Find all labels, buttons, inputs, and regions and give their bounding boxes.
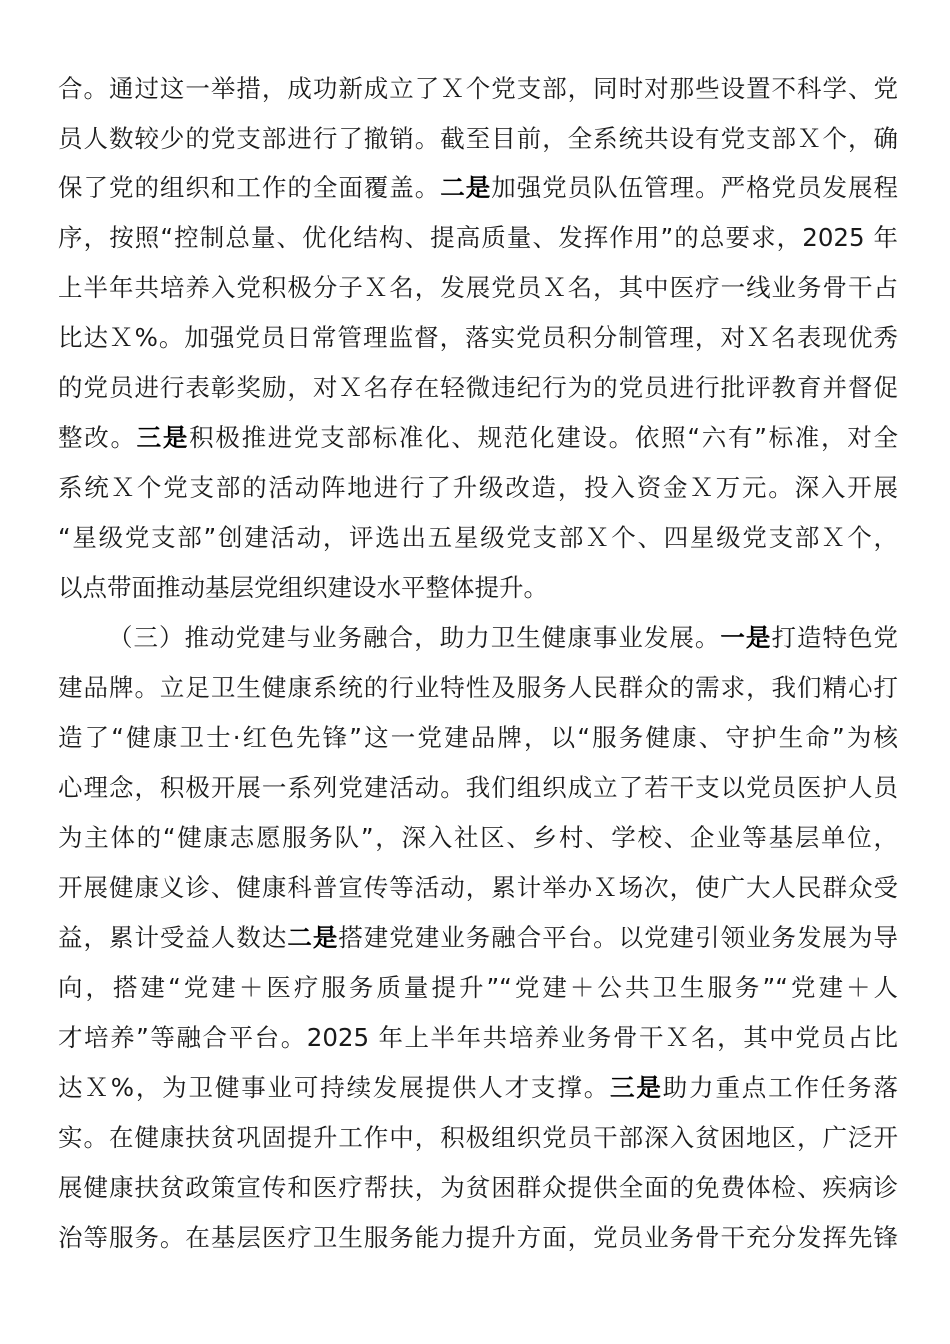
bold-heading-run: 二是 bbox=[440, 173, 492, 202]
text-line bbox=[58, 871, 898, 905]
text-line bbox=[58, 122, 898, 156]
text-run: 积极推进党支部标准化、规范化建设。依照“六有”标准，对全 bbox=[189, 423, 898, 452]
text-line bbox=[58, 72, 898, 106]
text-run: 达Ｘ%，为卫健事业可持续发展提供人才支撑。 bbox=[58, 1073, 611, 1102]
text-run: 打造特色党 bbox=[771, 623, 898, 652]
text-line bbox=[58, 221, 898, 255]
text-line bbox=[58, 1121, 898, 1155]
text-line bbox=[58, 471, 898, 505]
text-line bbox=[108, 621, 898, 655]
text-run: 展健康扶贫政策宣传和医疗帮扶，为贫困群众提供全面的免费体检、疾病诊 bbox=[58, 1173, 898, 1202]
text-run: 保了党的组织和工作的全面覆盖。 bbox=[58, 173, 441, 202]
bold-heading-run: 二是 bbox=[287, 923, 339, 952]
text-run: “星级党支部”创建活动，评选出五星级党支部Ｘ个、四星级党支部Ｘ个， bbox=[58, 523, 898, 552]
text-line bbox=[58, 1071, 898, 1105]
text-run: 员人数较少的党支部进行了撤销。截至目前，全系统共设有党支部Ｘ个，确 bbox=[58, 124, 898, 153]
text-run: 建品牌。立足卫生健康系统的行业特性及服务人民群众的需求，我们精心打 bbox=[58, 673, 898, 702]
text-run: 加强党员队伍管理。严格党员发展程 bbox=[491, 173, 898, 202]
text-line bbox=[58, 771, 898, 805]
text-line bbox=[58, 171, 898, 205]
text-run: 的党员进行表彰奖励，对Ｘ名存在轻微违纪行为的党员进行批评教育并督促 bbox=[58, 373, 898, 402]
text-run: 上半年共培养入党积极分子Ｘ名，发展党员Ｘ名，其中医疗一线业务骨干占 bbox=[58, 273, 898, 302]
text-run: 心理念，积极开展一系列党建活动。我们组织成立了若干支以党员医护人员 bbox=[58, 773, 898, 802]
text-run: 合。通过这一举措，成功新成立了Ｘ个党支部，同时对那些设置不科学、党 bbox=[58, 74, 898, 103]
text-run: 向，搭建“党建＋医疗服务质量提升”“党建＋公共卫生服务”“党建＋人 bbox=[58, 973, 898, 1002]
text-run: 治等服务。在基层医疗卫生服务能力提升方面，党员业务骨干充分发挥先锋 bbox=[58, 1223, 898, 1252]
text-line bbox=[58, 971, 898, 1005]
text-run: 比达Ｘ%。加强党员日常管理监督，落实党员积分制管理，对Ｘ名表现优秀 bbox=[58, 323, 898, 352]
text-run: 实。在健康扶贫巩固提升工作中，积极组织党员干部深入贫困地区，广泛开 bbox=[58, 1123, 898, 1152]
text-run: 为主体的“健康志愿服务队”，深入社区、乡村、学校、企业等基层单位， bbox=[58, 823, 898, 852]
text-line bbox=[58, 821, 898, 855]
text-line bbox=[58, 371, 898, 405]
bold-heading-run: 一是 bbox=[720, 623, 772, 652]
text-run: 整改。 bbox=[58, 423, 137, 452]
text-line bbox=[58, 421, 898, 455]
text-run: 开展健康义诊、健康科普宣传等活动，累计举办Ｘ场次，使广大人民群众受 bbox=[58, 873, 898, 902]
text-run: 益，累计受益人数达 bbox=[58, 923, 288, 952]
text-line bbox=[58, 921, 898, 955]
text-line bbox=[58, 1021, 898, 1055]
text-run: 搭建党建业务融合平台。以党建引领业务发展为导 bbox=[338, 923, 898, 952]
text-run: 才培养”等融合平台。2025 年上半年共培养业务骨干Ｘ名，其中党员占比 bbox=[58, 1023, 898, 1052]
text-line bbox=[58, 1221, 898, 1255]
text-run: 系统Ｘ个党支部的活动阵地进行了升级改造，投入资金Ｘ万元。深入开展 bbox=[58, 473, 898, 502]
bold-heading-run: 三是 bbox=[610, 1073, 663, 1102]
text-line bbox=[58, 321, 898, 355]
text-line bbox=[58, 271, 898, 305]
text-run: 序，按照“控制总量、优化结构、提高质量、发挥作用”的总要求，2025 年 bbox=[58, 223, 898, 252]
text-line bbox=[58, 721, 898, 755]
text-run: 助力重点工作任务落 bbox=[662, 1073, 898, 1102]
text-run: 以点带面推动基层党组织建设水平整体提升。 bbox=[58, 573, 548, 602]
text-line bbox=[58, 571, 898, 605]
text-line bbox=[58, 1171, 898, 1205]
text-line bbox=[58, 521, 898, 555]
text-run: 造了“健康卫士·红色先锋”这一党建品牌，以“服务健康、守护生命”为核 bbox=[58, 723, 898, 752]
section-heading-run: （三）推动党建与业务融合，助力卫生健康事业发展。 bbox=[108, 623, 721, 652]
text-line bbox=[58, 671, 898, 705]
bold-heading-run: 三是 bbox=[136, 423, 190, 452]
